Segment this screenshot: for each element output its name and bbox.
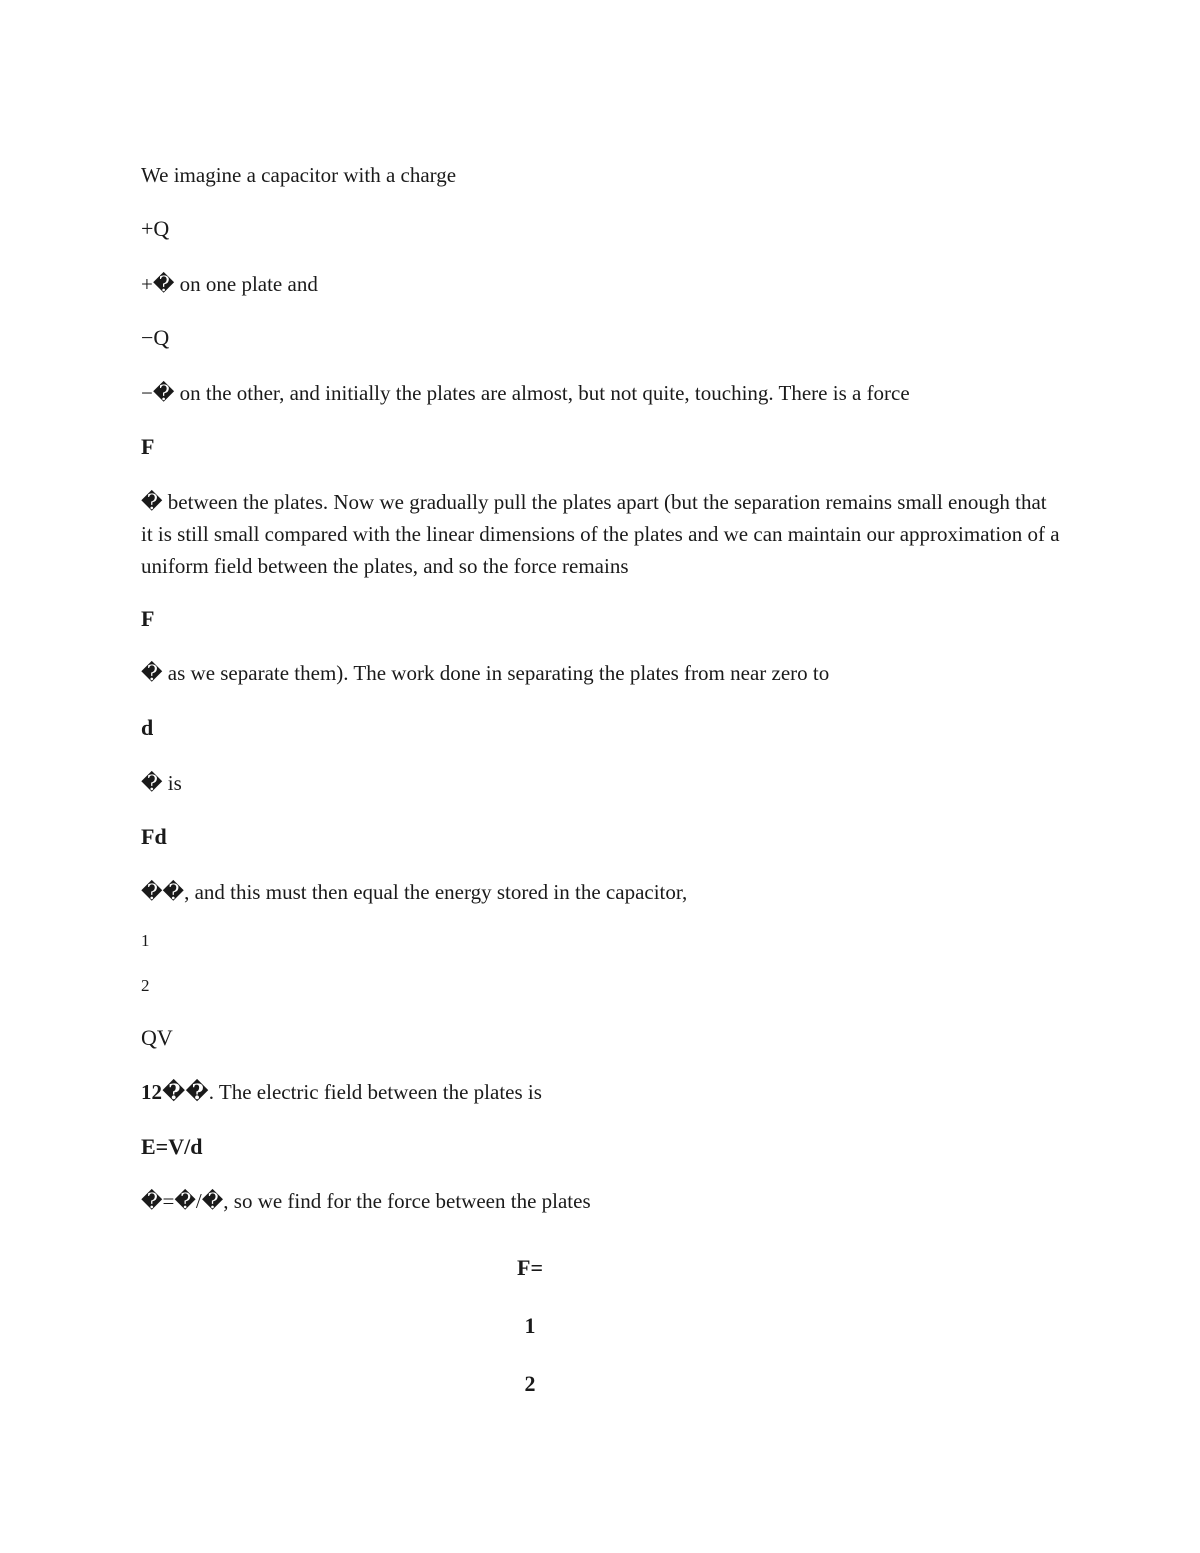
equation-lhs: F= [517,1255,543,1280]
math-expression: F [141,434,155,459]
text-line: We imagine a capacitor with a charge [141,163,457,187]
text-line: +� on one plate and [141,272,318,296]
math-expression: F [141,606,155,631]
equation-numerator: 1 [524,1313,536,1338]
math-fallback-text: 12�� [141,1080,209,1104]
text-line: ��, and this must then equal the energy stored in the capacitor, [141,880,688,904]
text-fragment: . The electric field between the plates is [208,1080,542,1104]
text-line: �=�/�, so we find for the force between the plates [141,1189,591,1213]
text-line: � as we separate them). The work done in separating the plates from near zero to [141,661,830,685]
equation-denominator: 2 [524,1371,536,1396]
math-expression: −Q [141,325,170,350]
math-expression: +Q [141,216,170,241]
text-line: � is [141,771,182,795]
fraction-numerator: 1 [141,931,150,950]
text-paragraph: � between the plates. Now we gradually pull the plates apart (but the separation remains small enough that it is still small compared with the linear dimensions of the plates and we can maintain our approximation of a uniform field between the plates, and so the force remains [141,490,1060,578]
math-expression: E=V/d [141,1134,203,1159]
math-expression: QV [141,1025,173,1050]
fraction-denominator: 2 [141,976,150,995]
math-expression: d [141,715,154,740]
text-line: −� on the other, and initially the plates are almost, but not quite, touching. There is a force [141,381,910,405]
math-expression: Fd [141,824,167,849]
text-line [141,1076,542,1108]
